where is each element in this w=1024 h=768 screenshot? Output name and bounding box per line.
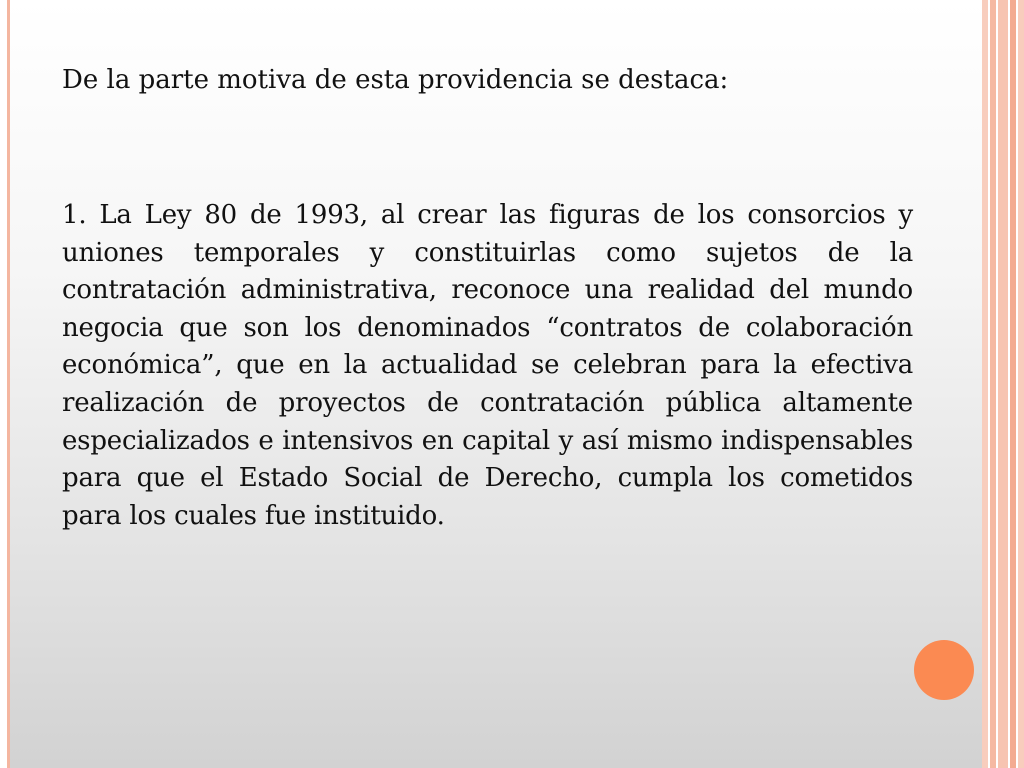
slide-paragraph: 1. La Ley 80 de 1993, al crear las figuras de los consorcios y uniones temporales y constituirlas como sujetos de la contratación administrativa, reconoce una realidad del mundo negocia que son los denominados “contratos de colaboración económica”, que en la actualidad se celebran para la efectiva realización de proyectos de contratación pública altamente especializados e intensivos en capital y así mismo indispensables para que el Estado Social de Derecho, cumpla los cometidos para los cuales fue instituido. [62, 200, 913, 531]
decorative-stripe [1010, 0, 1016, 768]
decorative-stripe [998, 0, 1008, 768]
decorative-stripe [990, 0, 996, 768]
decorative-stripe [982, 0, 988, 768]
orange-circle-decoration [914, 640, 974, 700]
slide-heading: De la parte motiva de esta providencia se destaca: [62, 65, 729, 95]
decorative-stripe [1018, 0, 1024, 768]
